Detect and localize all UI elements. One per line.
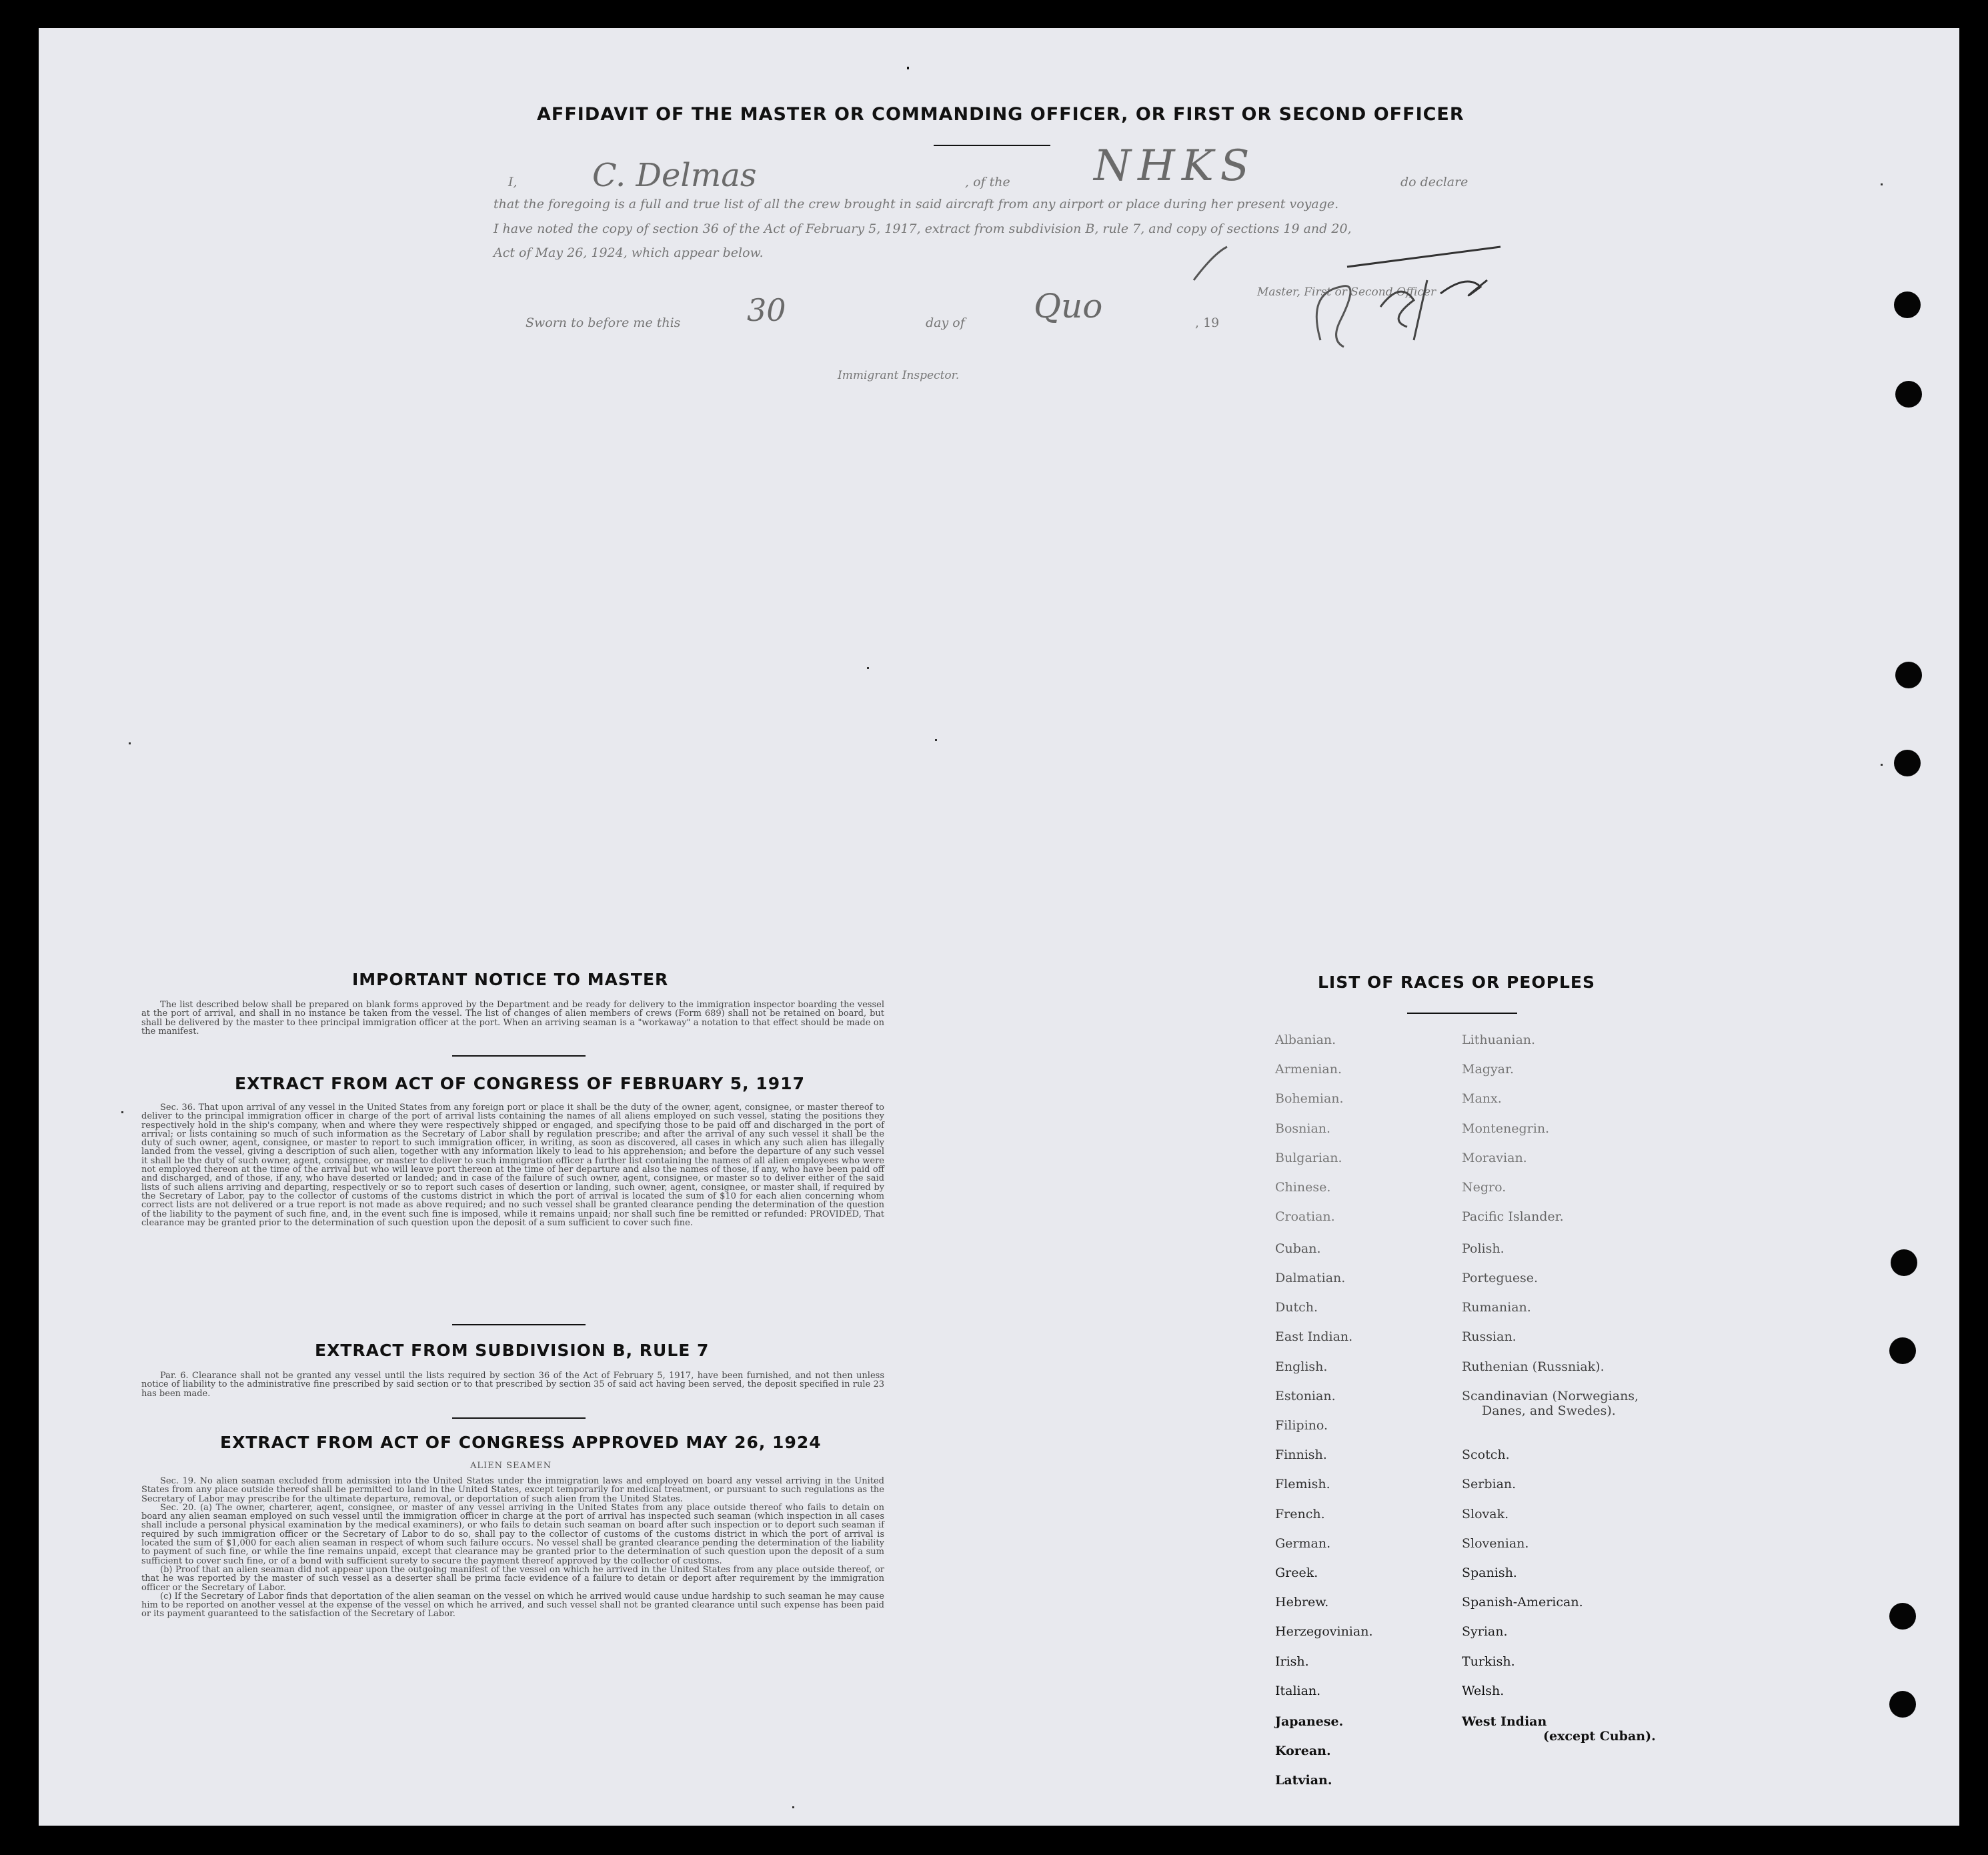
race-item-continued: Danes, and Swedes). [1482,1403,1616,1418]
race-item: French. [1275,1507,1325,1521]
extract-1924-sec20b: (b) Proof that an alien seaman did not appear upon the outgoing manifest of the vessel on which he arrived in the United States from any place outside thereof, or that he was reported by the master of such vessel as a deserter shall be prima facie evidence of a failure to detain or deport after requirement by the immigration officer or the Secretary of Labor. [141,1564,884,1593]
races-title: LIST OF RACES OR PEOPLES [1318,973,1595,992]
race-item: German. [1275,1536,1331,1551]
rule7-title: EXTRACT FROM SUBDIVISION B, RULE 7 [315,1341,710,1360]
race-item: Scotch. [1462,1447,1510,1462]
race-item: Cuban. [1275,1241,1321,1256]
race-item: East Indian. [1275,1329,1353,1344]
extract-1924-sec19: Sec. 19. No alien seaman excluded from admission into the United States under the immigration laws and employed on board any vessel arriving in the United States from any place outside thereof shall be permitted to land in the United States, except temporarily for medical treatment, or pursuant to such regulations as the Secretary of Labor may prescribe for the ultimate departure, removal, or deportation of such alien from the United States. [141,1476,884,1504]
race-item: Slovenian. [1462,1536,1529,1551]
race-item: Rumanian. [1462,1300,1531,1315]
races-title-rule [1407,1013,1517,1014]
extract-1917-paragraph: Sec. 36. That upon arrival of any vessel in the United States from any foreign port or place it shall be the duty of the owner, agent, consignee, or master thereof to deliver to the principal immigration officer in charge of the port of arrival lists containing the names of all aliens employed on such vessel, stating the positions they respectively hold in the ship's company, when and where they were respectively shipped or engaged, and specifying those to be paid off and discharged in the port of arrival; or lists containing so much of such information as the Secretary of Labor shall by regulation prescribe; and after the arrival of any such vessel it shall be the duty of such owner, agent, consignee, or master to report to such immigration officer, in writing, as soon as discovered, all cases in which any such alien has illegally landed from the vessel, giving a description of such alien, together with any information likely to lead to his apprehension; and before the departure of any such vessel it shall be the duty of such owner, agent, consignee, or master to deliver to such immigration officer a further list containing the names of all alien employees who were not employed thereon at the time of the arrival but who will leave port thereon at the time of her departure and also the names of those, if any, who have been paid off and discharged, and of those, if any, who have deserted or landed; and in case of the failure of such owner, agent, consignee, or master so to deliver either of the said lists of such aliens arriving and departing, respectively or so to report such cases of desertion or landing, such owner, agent, consignee, or master shall, if required by the Secretary of Labor, pay to the collector of customs of the customs district in which the port of arrival is located the sum of $10 for each alien concerning whom correct lists are not delivered or a true report is not made as above required; and no such vessel shall be granted clearance pending the determination of the question of the liability to the payment of such fine, and, in the event such fine is imposed, while it remains unpaid; nor shall such fine be remitted or refunded: PROVIDED, That clearance may be granted prior to the determination of such question upon the deposit of a sum sufficient to cover such fine. [141,1103,884,1228]
notice-title: IMPORTANT NOTICE TO MASTER [352,970,669,989]
race-item-continued: (except Cuban). [1543,1729,1656,1744]
inspector-caption: Immigrant Inspector. [838,369,960,382]
race-item: Welsh. [1462,1684,1505,1698]
race-item: Estonian. [1275,1389,1336,1403]
affidavit-title: AFFIDAVIT OF THE MASTER OR COMMANDING OFFICER, OR FIRST OR SECOND OFFICER [537,104,1464,125]
affidavit-title-rule [934,145,1050,146]
binder-hole [1891,1249,1917,1276]
paper-speck [1881,764,1883,766]
extract-1917-title: EXTRACT FROM ACT OF CONGRESS OF FEBRUARY 5, 1917 [235,1074,805,1093]
handwritten-day: 30 [747,292,786,328]
race-item: Italian. [1275,1684,1321,1698]
race-item: Spanish. [1462,1566,1517,1580]
race-item: Herzegovinian. [1275,1624,1373,1639]
rule7-rule [452,1417,586,1419]
race-item: Magyar. [1462,1062,1515,1077]
binder-hole [1889,1691,1916,1718]
extract-1917-rule [452,1324,586,1325]
notice-rule [452,1055,586,1057]
race-item: Croatian. [1275,1209,1335,1224]
year-text: , 19 [1195,316,1220,330]
race-item: Manx. [1462,1091,1502,1106]
race-item: Turkish. [1462,1654,1515,1669]
race-item: West Indian [1462,1714,1547,1729]
binder-hole [1889,1603,1916,1630]
race-item: Filipino. [1275,1418,1328,1433]
race-item: Spanish-American. [1462,1595,1583,1610]
notice-paragraph: The list described below shall be prepared on blank forms approved by the Department and be ready for delivery to the immigration inspector boarding the vessel at the port of arrival, and shall in no instance be taken from the vessel. The list of changes of alien members of crews (Form 689) shall not be retained on board, but shall be delivered by the master to thee principal immigration officer at the port. When an arriving seaman is a "workaway" a notation to that effect should be made on the manifest. [141,1000,884,1037]
paper-speck [1881,183,1883,185]
race-item: Scandinavian (Norwegians, [1462,1389,1639,1403]
paper-speck [121,1111,123,1113]
race-item: Armenian. [1275,1062,1342,1077]
notice-text [141,1001,884,1036]
race-item: Flemish. [1275,1477,1330,1491]
page-footer-mark [792,1806,794,1808]
race-item: Russian. [1462,1329,1517,1344]
extract-1924-sec20c: (c) If the Secretary of Labor finds that deportation of the alien seaman on the vessel on which he arrived would cause undue hardship to such seaman he may cause him to be reported on another vessel at the expense of the vessel on which he arrived, and such vessel shall not be granted clearance until such expense has been paid or its payment guaranteed to the satisfaction of the Secretary of Labor. [141,1591,884,1620]
race-item: Bulgarian. [1275,1151,1342,1165]
sworn-text: Sworn to before me this [526,316,681,330]
race-item: Dalmatian. [1275,1271,1346,1285]
extract-1924-text [141,1477,884,1619]
race-item: Bohemian. [1275,1091,1344,1106]
race-item: Ruthenian (Russniak). [1462,1359,1605,1374]
race-item: Greek. [1275,1566,1318,1580]
race-item: English. [1275,1359,1328,1374]
race-item: Lithuanian. [1462,1033,1536,1047]
race-item: Latvian. [1275,1773,1332,1788]
affidavit-i: I, [508,175,518,189]
race-item: Albanian. [1275,1033,1336,1047]
binder-hole [1894,750,1921,776]
binder-hole [1894,291,1921,318]
officer-caption: Master, First or Second Officer [1257,285,1436,299]
binder-hole [1895,662,1922,688]
affidavit-do-declare: do declare [1400,175,1468,189]
race-item: Porteguese. [1462,1271,1539,1285]
extract-1924-title: EXTRACT FROM ACT OF CONGRESS APPROVED MAY 26, 1924 [220,1433,822,1452]
race-item: Dutch. [1275,1300,1318,1315]
paper-speck [129,742,131,744]
alien-seamen-subtitle: ALIEN SEAMEN [470,1461,552,1471]
race-item: Negro. [1462,1180,1507,1195]
handwritten-month: Quo [1034,287,1103,326]
rule7-text [141,1371,884,1398]
rule7-paragraph: Par. 6. Clearance shall not be granted any vessel until the lists required by section 36 of the Act of February 5, 1917, have been furnished, and not then unless notice of liability to the administrative fine prescribed by said section or to that prescribed by section 35 of said act having been served, the deposit specified in rule 23 has been made. [141,1371,884,1399]
signature-scribble [1187,240,1514,360]
handwritten-vessel: NHKS [1094,141,1256,191]
race-item: Montenegrin. [1462,1121,1550,1136]
page-mark [907,67,909,69]
affidavit-line-4: Act of May 26, 1924, which appear below. [493,245,764,260]
affidavit-of-the: , of the [965,175,1010,189]
handwritten-name: C. Delmas [592,157,757,194]
race-item: Bosnian. [1275,1121,1331,1136]
paper-speck [935,739,937,741]
day-of-text: day of [926,316,965,330]
binder-hole [1889,1337,1916,1364]
race-item: Syrian. [1462,1624,1508,1639]
race-item: Polish. [1462,1241,1505,1256]
race-item: Chinese. [1275,1180,1331,1195]
extract-1917-text [141,1103,884,1227]
race-item: Japanese. [1275,1714,1344,1729]
affidavit-line-3: I have noted the copy of section 36 of the Act of February 5, 1917, extract from subdivision B, rule 7, and copy of sections 19 and 20, [493,221,1352,236]
race-item: Serbian. [1462,1477,1517,1491]
race-item: Irish. [1275,1654,1309,1669]
race-item: Korean. [1275,1744,1331,1758]
race-item: Finnish. [1275,1447,1327,1462]
race-item: Slovak. [1462,1507,1509,1521]
affidavit-line-2: that the foregoing is a full and true list of all the crew brought in said aircraft from any airport or place during her present voyage. [493,197,1339,211]
race-item: Moravian. [1462,1151,1527,1165]
race-item: Pacific Islander. [1462,1209,1564,1224]
paper-speck [867,667,869,669]
race-item: Hebrew. [1275,1595,1329,1610]
extract-1924-sec20a: Sec. 20. (a) The owner, charterer, agent, consignee, or master of any vessel arriving in the United States from any place outside thereof who fails to detain on board any alien seaman employed on such vessel until the immigration officer in charge at the port of arrival has inspected such seaman (which inspection in all cases shall include a personal physical examination by the medical examiners), or who fails to detain such seaman on board after such inspection or to deport such seaman if required by such immigration officer or the Secretary of Labor to do so, shall pay to the collector of customs of the customs district in which the port of arrival is located the sum of $1,000 for each alien seaman in respect of whom such failure occurs. No vessel shall be granted clearance pending the determination of the liability to payment of such fine, or while the fine remains unpaid, except that clearance may be granted prior to the determination of such question upon the deposit of a sum sufficient to cover such fine, or of a bond with sufficient surety to secure the payment thereof approved by the collector of customs. [141,1502,884,1566]
binder-hole [1895,381,1922,408]
